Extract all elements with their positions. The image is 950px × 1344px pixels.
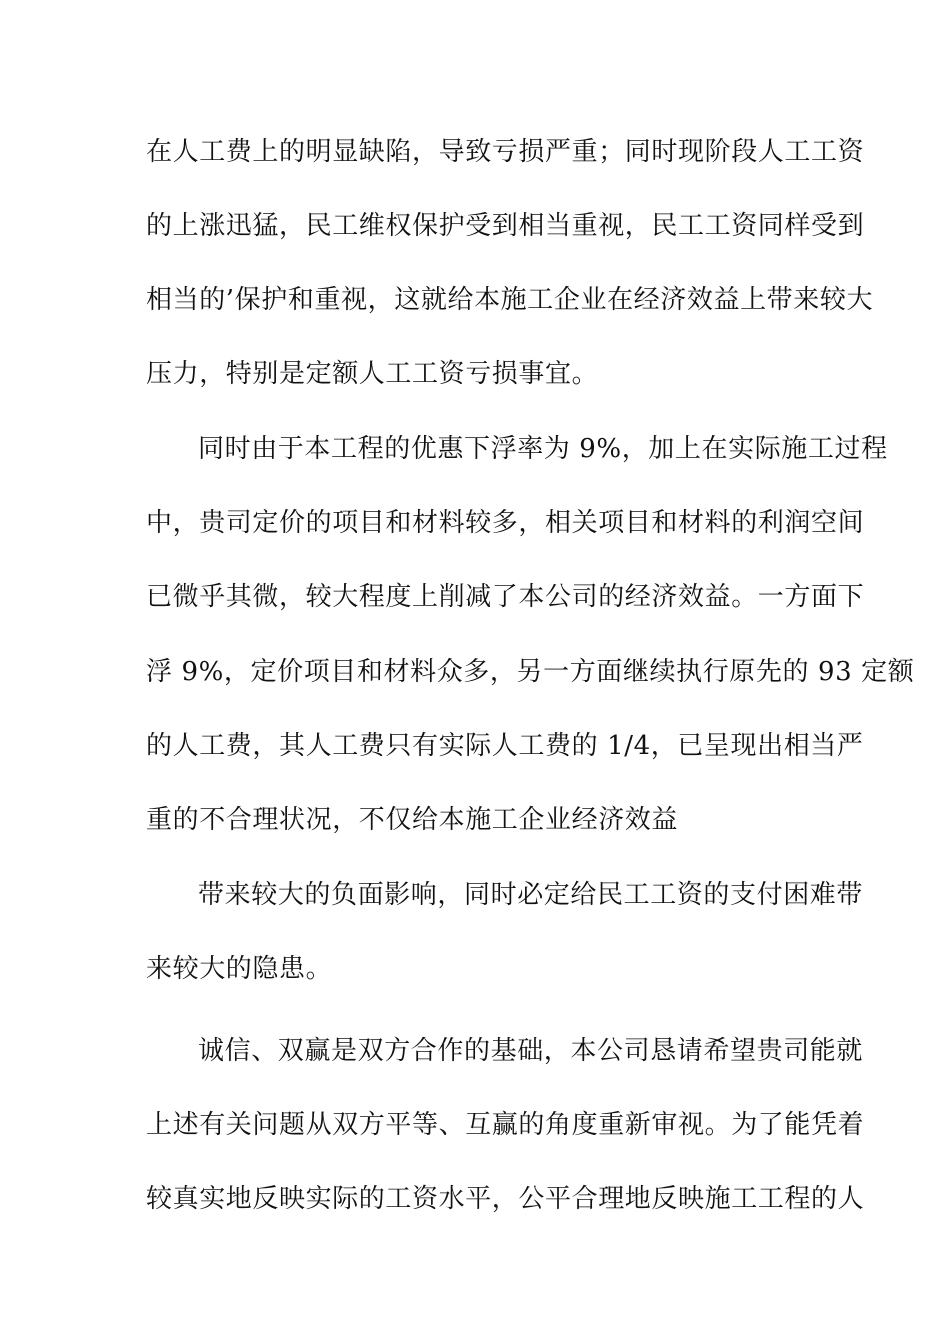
text-line: 带来较大的负面影响，同时必定给民工工资的支付困难带 bbox=[198, 880, 864, 910]
text-line: 压力，特别是定额人工工资亏损事宜。 bbox=[146, 359, 599, 389]
text-line: 的上涨迅猛，民工维权保护受到相当重视，民工工资同样受到 bbox=[146, 211, 865, 241]
text-line: 诚信、双赢是双方合作的基础，本公司恳请希望贵司能就 bbox=[198, 1036, 864, 1066]
text-line: 同时由于本工程的优惠下浮率为 9%，加上在实际施工过程 bbox=[198, 434, 888, 464]
text-line: 相当的’保护和重视，这就给本施工企业在经济效益上带来较大 bbox=[146, 285, 874, 315]
text-line: 来较大的隐患。 bbox=[146, 954, 333, 984]
text-line: 较真实地反映实际的工资水平，公平合理地反映施工工程的人 bbox=[146, 1184, 865, 1214]
text-line: 上述有关问题从双方平等、互赢的角度重新审视。为了能凭着 bbox=[146, 1110, 865, 1140]
text-line: 的人工费，其人工费只有实际人工费的 1/4，已呈现出相当严 bbox=[146, 731, 864, 761]
text-line: 重的不合理状况，不仅给本施工企业经济效益 bbox=[146, 805, 679, 835]
text-line: 在人工费上的明显缺陷，导致亏损严重；同时现阶段人工工资 bbox=[146, 137, 865, 167]
text-line: 已微乎其微，较大程度上削减了本公司的经济效益。一方面下 bbox=[146, 582, 865, 612]
text-line: 浮 9%，定价项目和材料众多，另一方面继续执行原先的 93 定额 bbox=[146, 657, 915, 687]
text-line: 中，贵司定价的项目和材料较多，相关项目和材料的利润空间 bbox=[146, 508, 865, 538]
